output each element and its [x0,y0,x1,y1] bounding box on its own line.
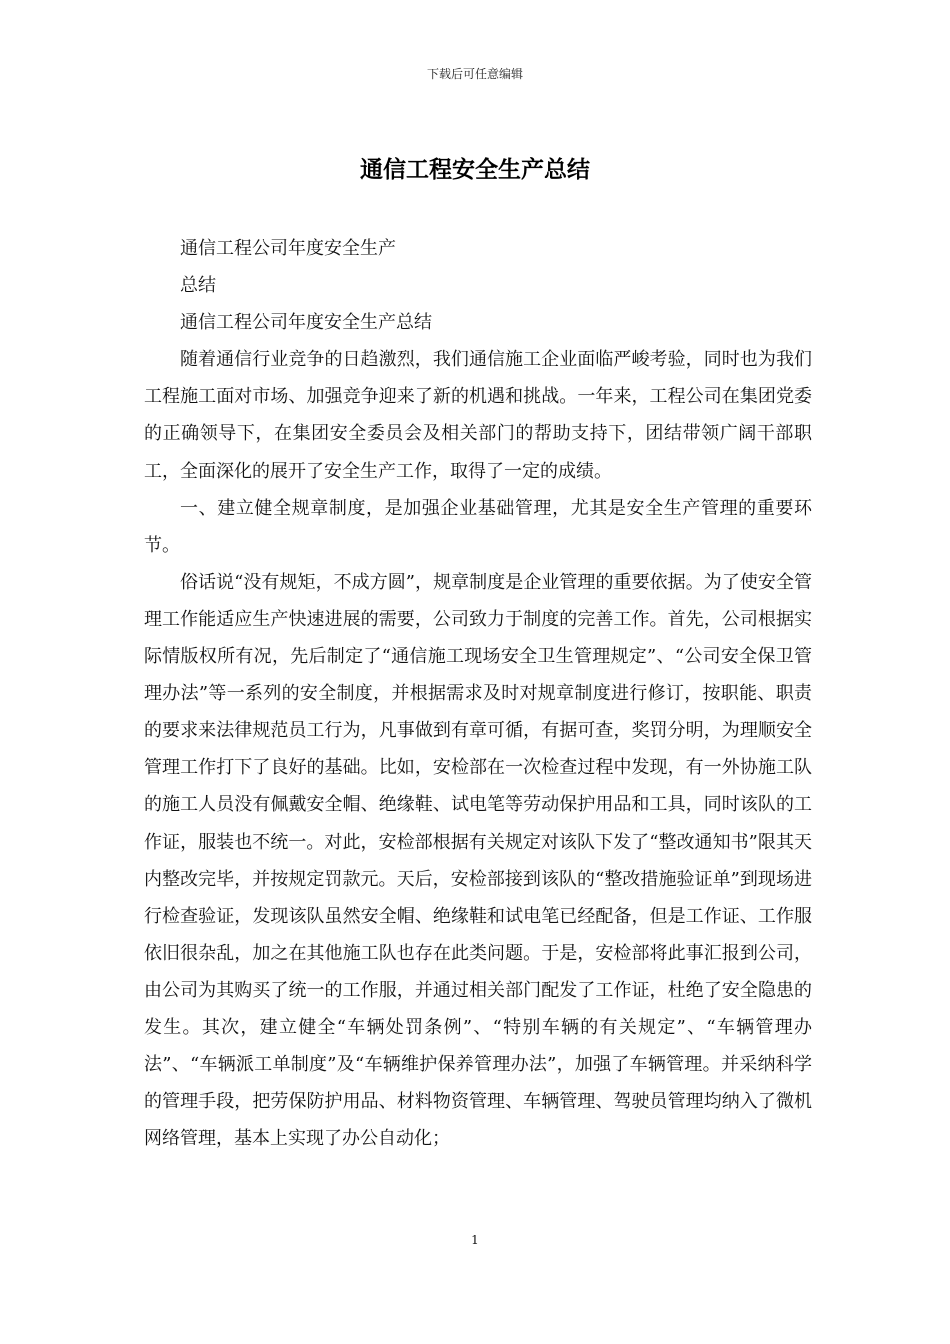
paragraph: 俗话说“没有规矩，不成方圆”，规章制度是企业管理的重要依据。为了使安全管理工作能适应生产快速进展的需要，公司致力于制度的完善工作。首先，公司根据实际情版权所有况，先后制定了“通信施工现场安全卫生管理规定”、“公司安全保卫管理办法”等一系列的安全制度，并根据需求及时对规章制度进行修订，按职能、职责的要求来法律规范员工行为，凡事做到有章可循，有据可查，奖罚分明，为理顺安全管理工作打下了良好的基础。比如，安检部在一次检查过程中发现，有一外协施工队的施工人员没有佩戴安全帽、绝缘鞋、试电笔等劳动保护用品和工具，同时该队的工作证，服装也不统一。对此，安检部根据有关规定对该队下发了“整改通知书”限其天内整改完毕，并按规定罚款元。天后，安检部接到该队的“整改措施验证单”到现场进行检查验证，发现该队虽然安全帽、绝缘鞋和试电笔已经配备，但是工作证、工作服依旧很杂乱，加之在其他施工队也存在此类问题。于是，安检部将此事汇报到公司，由公司为其购买了统一的工作服，并通过相关部门配发了工作证，杜绝了安全隐患的发生。其次，建立健全“车辆处罚条例”、“特别车辆的有关规定”、“车辆管理办法”、“车辆派工单制度”及“车辆维护保养管理办法”，加强了车辆管理。并采纳科学的管理手段，把劳保防护用品、材料物资管理、车辆管理、驾驶员管理均纳入了微机网络管理，基本上实现了办公自动化； [144,571,812,1150]
paragraph: 总结 [180,275,216,297]
paragraph: 通信工程公司年度安全生产 [180,238,396,259]
page-number: 1 [471,1233,479,1247]
header-note: 下载后可任意编辑 [426,67,523,81]
document-title: 通信工程安全生产总结 [360,157,590,183]
paragraph: 随着通信行业竞争的日趋激烈，我们通信施工企业面临严峻考验，同时也为我们工程施工面对市场、加强竞争迎来了新的机遇和挑战。一年来，工程公司在集团党委的正确领导下，在集团安全委员会及相关部门的帮助支持下，团结带领广阔干部职工，全面深化的展开了安全生产工作，取得了一定的成绩。 [144,349,812,482]
paragraph: 一、建立健全规章制度，是加强企业基础管理，尤其是安全生产管理的重要环节。 [144,497,812,556]
paragraph: 通信工程公司年度安全生产总结 [180,312,432,334]
document-body [144,230,812,1157]
